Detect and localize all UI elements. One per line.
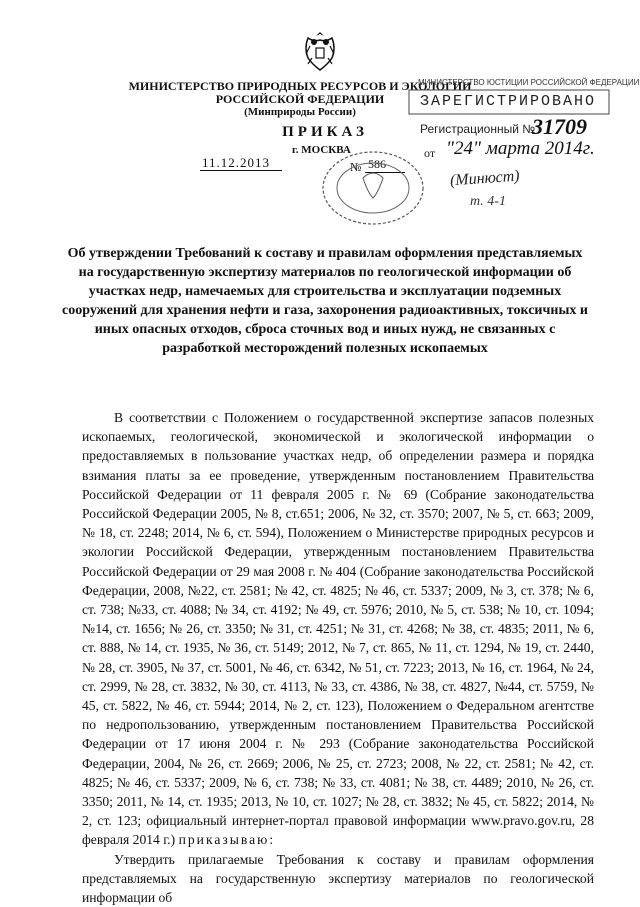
body-paragraph-1-text: В соответствии с Положением о государственной экспертизе запасов полезных ископаемых, геологической, экономической и экологической информации о предоставляемых в пользование участках недр, об определении размера и порядка взимания платы за ее проведение, утвержденным постановлением Правительства Российской Федерации от 11 февраля 2005 г. № 69 (Собрание законодательства Российской Федерации 2005, № 8, ст.651; 2006, № 32, ст. 3570; 2007, № 5, ст. 663; 2009, № 18, ст. 2248; 2014, № 6, ст. 594), Положением о Министерстве природных ресурсов и экологии Российской Федерации, утвержденным постановлением Правительства Российской Федерации от 29 мая 2008 г. № 404 (Собрание законодательства Российской Федерации, 2008, №22, ст. 2581; № 42, ст. 4825; № 46, ст. 5337; 2009, № 3, ст. 378; № 6, ст. 738; №33, ст. 4088; № 34, ст. 4192; № 49, ст. 5976; 2010, № 5, ст. 538; № 10, ст. 1094; №14, ст. 1656; № 26, ст. 3350; № 31, ст. 4251; № 31, ст. 4268; № 38, ст. 4835; 2011, № 6, ст. 888, № 14, ст. 1935, № 36, ст. 5149; 2012, № 7, ст. 865, № 11, ст. 1294, № 19, ст. 2440, № 28, ст. 3905, № 37, ст. 5001, № 46, ст. 6342, № 51, ст. 7223; 2013, № 16, ст. 1964, № 24, ст. 2999, № 28, ст. 3832, № 30, ст. 4113, № 33, ст. 4386, № 38, ст. 4827, №44, ст. 5759, № 45, ст. 5822, № 46, ст. 5944; 2014, № 2, ст. 123), Положением о Федеральном агентстве по недропользованию, утвержденным постановлением Правительства Российской Федерации от 17 июня 2004 г. № 293 (Собрание законодательства Российской Федерации, 2004, № 26, ст. 2669; 2006, № 25, ст. 2723; 2008, № 22, ст. 2581; № 42, ст. 4825; № 46, ст. 5337; 2009, № 6, ст. 738; № 33, ст. 4081; № 38, ст. 4489; 2010, № 26, ст. 3350; 2011, № 14, ст. 1935; 2013, № 10, ст. 1027; № 28, ст. 3832; № 45, ст. 5822; 2014, № 2, ст. 123; официальный интернет-портал правовой информации www.pravo.gov.ru, 28 февраля 2014 г.) (82, 410, 594, 848)
document-type: ПРИКАЗ (282, 124, 368, 140)
handwritten-note-1: (Минюст) (449, 167, 521, 190)
stamp-title: ЗАРЕГИСТРИРОВАНО (420, 93, 597, 110)
document-city: г. МОСКВА (292, 144, 351, 156)
stamp-header-text: МИНИСТЕРСТВО ЮСТИЦИИ РОССИЙСКОЙ ФЕДЕРАЦИИ (418, 78, 640, 87)
number-sign: № (350, 160, 362, 174)
order-word: приказываю (178, 832, 270, 848)
date-underline (200, 170, 282, 171)
handwritten-note-2: т. 4-1 (470, 194, 506, 209)
body-paragraph-2: Утвердить прилагаемые Требования к составу и правилам оформления представляемых на государственную экспертизу материалов по геологической информации об (82, 851, 594, 906)
document-date: 11.12.2013 (202, 155, 271, 170)
document-number: 586 (368, 157, 386, 171)
order-body (82, 408, 594, 907)
round-seal-icon (318, 148, 428, 228)
stamp-from-label: от (424, 146, 436, 160)
ministry-name-line2: РОССИЙСКОЙ ФЕДЕРАЦИИ (215, 92, 385, 106)
ministry-name-line1: МИНИСТЕРСТВО ПРИРОДНЫХ РЕСУРСОВ И ЭКОЛОГИИ (128, 79, 472, 93)
order-suffix: : (269, 832, 274, 848)
stamp-reg-date: "24" марта 2014г. (446, 138, 595, 159)
stamp-reg-number: 31709 (532, 114, 587, 139)
coat-of-arms-icon (300, 28, 340, 76)
ministry-short-name: (Минприроды России) (244, 106, 356, 118)
body-paragraph-1 (82, 408, 594, 850)
stamp-reg-label: Регистрационный № (420, 122, 536, 136)
order-title: Об утверждении Требований к составу и правилам оформления представляемых на государственную экспертизу материалов по геологической информации об участках недр, намечаемых для строительства и эксплуатации подземных сооружений для хранения нефти и газа, захоронения радиоактивных, токсичных и иных опасных отходов, сброса сточных вод и иных нужд, не связанных с разработкой месторождений полезных ископаемых (62, 246, 588, 356)
